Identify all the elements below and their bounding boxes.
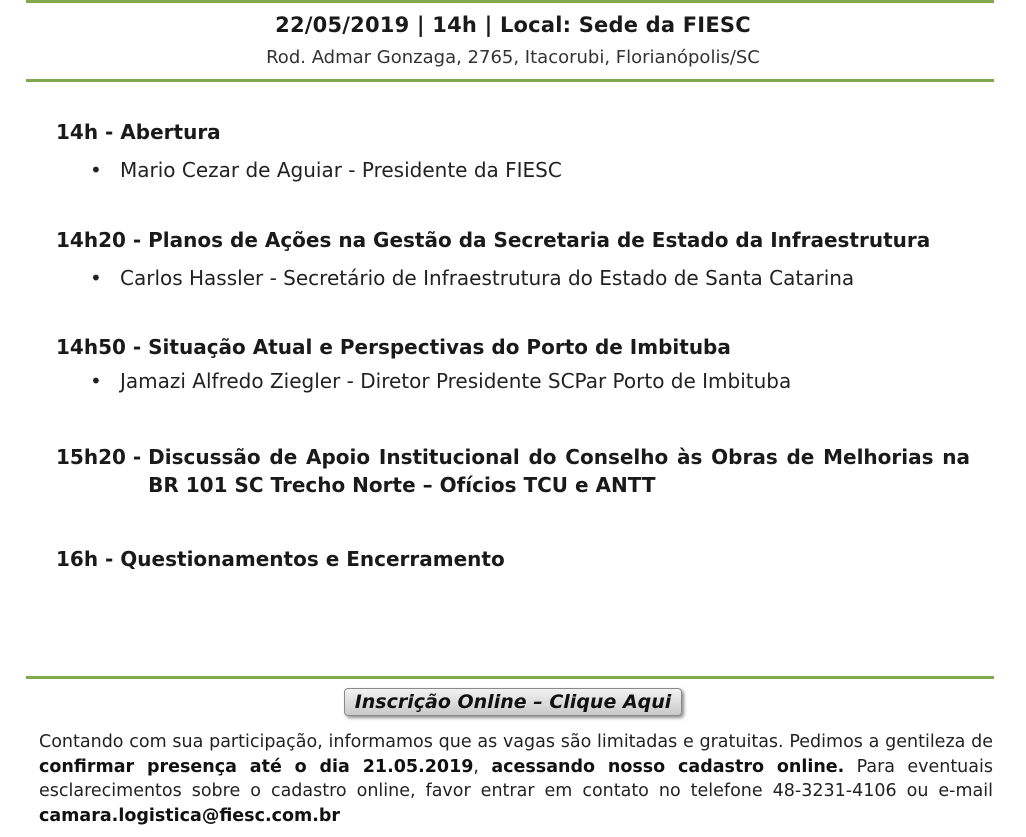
agenda-item-title [56,545,970,573]
header-divider [26,79,994,82]
footer-divider [26,676,994,679]
agenda-item-title [56,118,970,146]
agenda-list [56,118,970,573]
agenda-title-text: Questionamentos e Encerramento [120,547,505,571]
agenda-title-text: Discussão de Apoio Institucional do Conselho às Obras de Melhorias na BR 101 SC Trecho Norte – Ofícios TCU e ANTT [148,445,970,497]
online-signup-button[interactable]: Inscrição Online – Clique Aqui [344,688,683,716]
agenda-item [56,545,970,573]
agenda-item-title [56,226,970,254]
footer-text: Para eventuais esclarecimentos sobre o cadastro online, favor entrar em contato no telefone 48-3231-4106 ou e-mail [39,756,993,801]
agenda-time: 14h50 - [56,335,149,359]
agenda-time: 16h - [56,547,121,571]
agenda-speaker-text: Mario Cezar de Aguiar - Presidente da FIESC [120,158,562,182]
footer-text: , [473,756,492,777]
agenda-item-title [56,333,970,361]
bullet-icon: • [90,158,102,182]
agenda-time: 14h20 - [56,228,149,252]
agenda-speaker-text: Jamazi Alfredo Ziegler - Diretor Presidente SCPar Porto de Imbituba [120,369,792,393]
agenda-speaker [56,156,970,184]
contact-email[interactable]: camara.logistica@fiesc.com.br [39,805,341,826]
agenda-speaker [56,367,970,395]
agenda-time: 15h20 - [56,445,149,469]
footer-confirm-deadline: confirmar presença até o dia 21.05.2019 [39,756,474,777]
agenda-item [56,443,970,499]
agenda-title-text: Planos de Ações na Gestão da Secretaria de Estado da Infraestrutura [148,228,931,252]
agenda-title-text: Abertura [120,120,221,144]
event-address: Rod. Admar Gonzaga, 2765, Itacorubi, Florianópolis/SC [266,47,760,68]
agenda-speaker [56,264,970,292]
agenda-item [56,118,970,184]
signup-button-wrap [0,688,1026,716]
footer-note [39,730,993,828]
agenda-time: 14h - [56,120,121,144]
agenda-item-title [56,443,970,499]
event-date-time-location: 22/05/2019 | 14h | Local: Sede da FIESC [275,13,751,37]
bullet-icon: • [90,266,102,290]
agenda-item [56,226,970,292]
footer-register-link-text: acessando nosso cadastro online. [491,756,845,777]
top-divider [26,0,994,3]
agenda-item [56,333,970,395]
bullet-icon: • [90,369,102,393]
agenda-speaker-text: Carlos Hassler - Secretário de Infraestrutura do Estado de Santa Catarina [120,266,855,290]
agenda-title-text: Situação Atual e Perspectivas do Porto de Imbituba [148,335,731,359]
footer-text: Contando com sua participação, informamos que as vagas são limitadas e gratuitas. Pedimos a gentileza de [39,732,993,752]
